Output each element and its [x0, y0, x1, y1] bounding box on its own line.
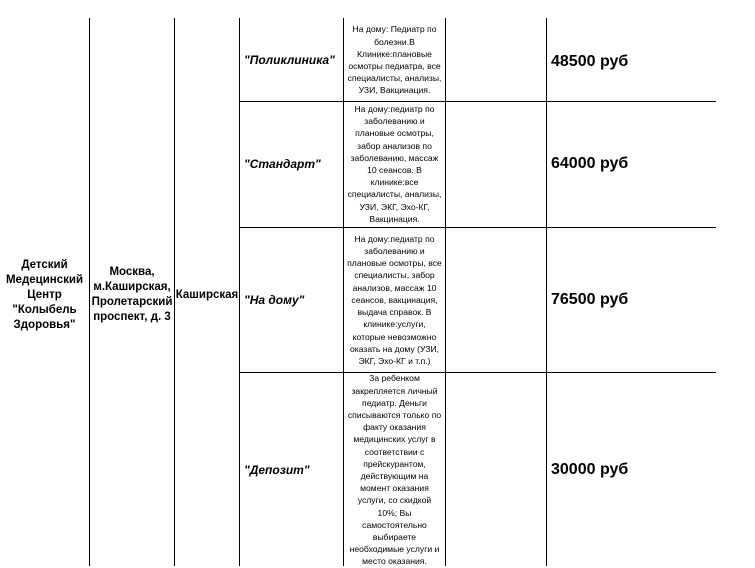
plan-description: За ребенком закрепляется личный педиатр. Деньги списываются только по факту оказания медицинских услуг в соответствии с прейскурантом, действующим на момент оказания услуги, со скидкой 10%; Вы самостоятельно выбираете необходимые услуги и место оказания. [347, 373, 442, 567]
plan-name: "Депозит" [244, 463, 310, 477]
plan-name: "На дому" [244, 293, 305, 307]
clinic-name: Детский Медецинский Центр "Колыбель Здоровья" [5, 258, 84, 331]
plan-price: 30000 руб [551, 461, 629, 478]
plan-price: 64000 руб [551, 155, 629, 172]
row-separator [239, 227, 716, 228]
row-separator [239, 372, 716, 373]
plan-price: 76500 руб [551, 291, 629, 308]
plan-name: "Поликлиника" [244, 53, 335, 67]
plan-description: На дому: Педиатр по болезни.В Клинике:плановые осмотры педиатра, все специалисты, анализы, УЗИ, Вакцинация. [347, 24, 442, 96]
clinic-address: Москва, м.Каширская, Пролетарский проспект, д. 3 [91, 266, 173, 323]
plan-description: На дому:педиатр по заболеванию и плановые осмотры, забор анализов по заболеванию, массаж 10 сеансов. В клинике:все специалисты, анализы, УЗИ, ЭКГ, Эхо-КГ, Вакцинация. [347, 103, 442, 224]
metro-station: Каширская [175, 289, 239, 301]
plan-description: На дому:педиатр по заболеванию и плановые осмотры, все специалисты, забор анализов, массаж 10 сеансов, вакцинация, выдача справок. В клинике:услуги, которые невозможно оказать на дому (УЗИ, ЭКГ, Эхо-КГ и т.п.) [347, 233, 442, 366]
plan-name: "Стандарт" [244, 157, 321, 171]
plan-price: 48500 руб [551, 53, 629, 70]
row-separator [239, 101, 716, 102]
